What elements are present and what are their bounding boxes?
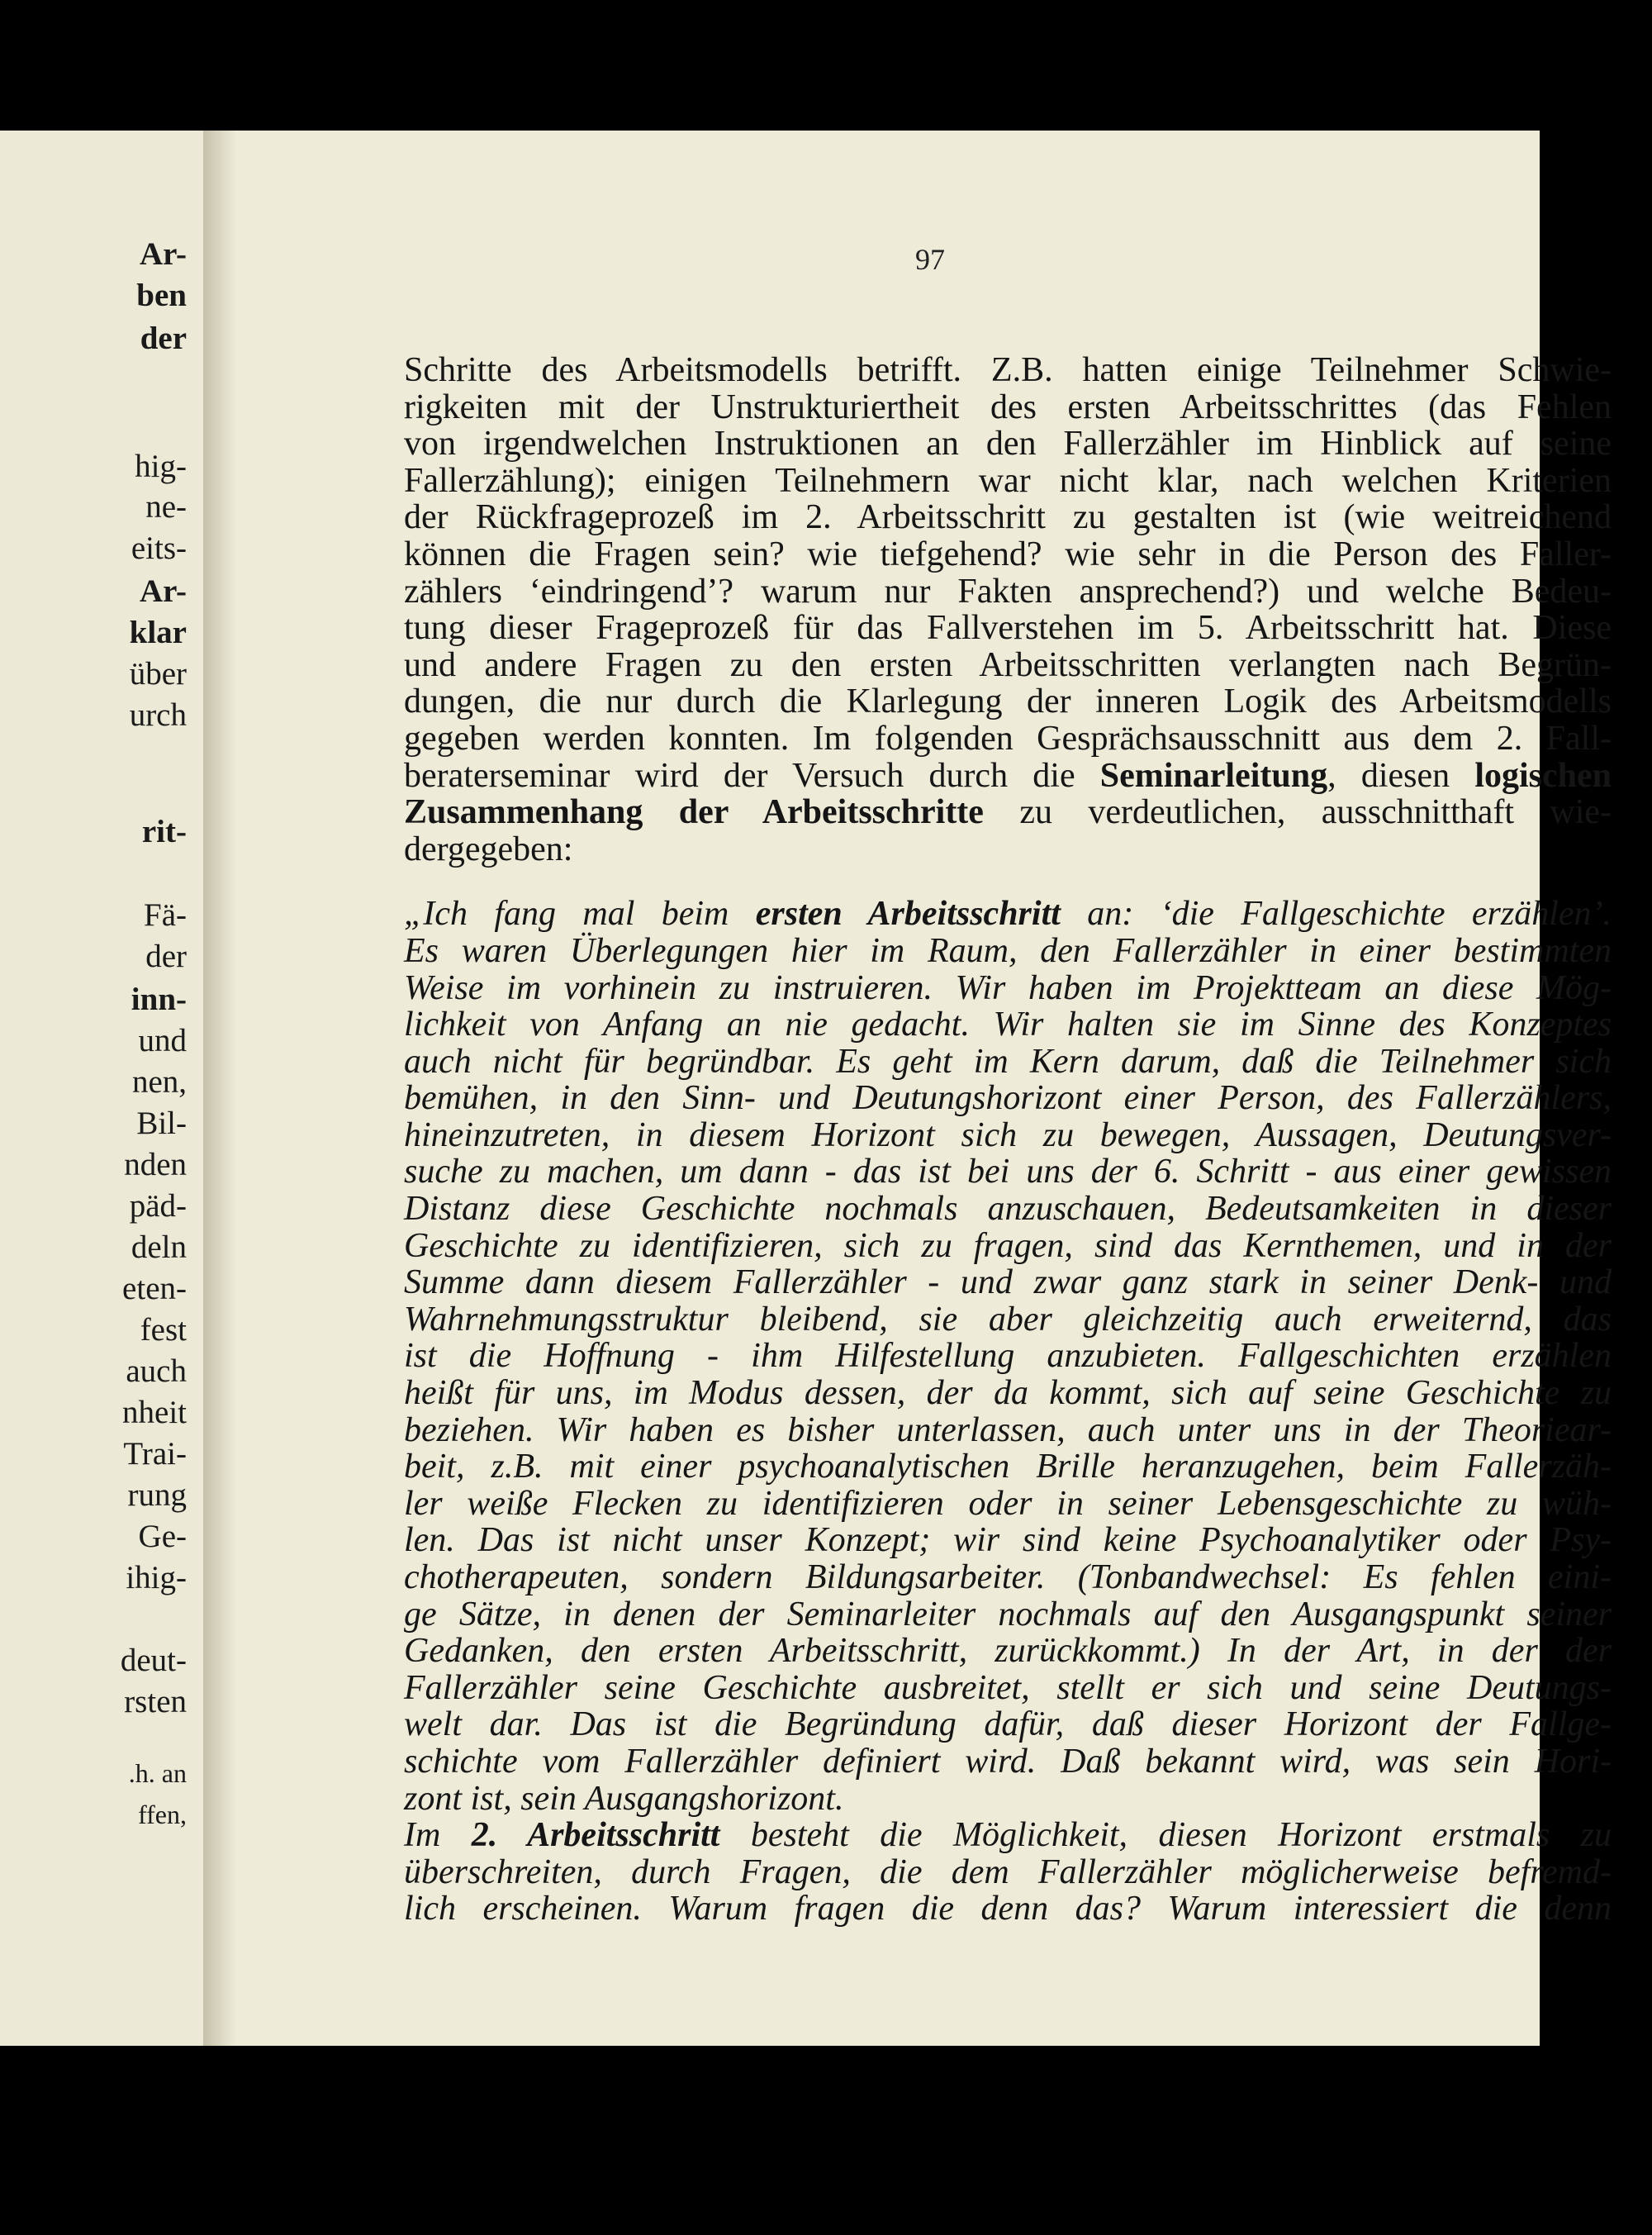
- margin-text-fragment: Ar-: [139, 236, 187, 272]
- text-line: tung dieser Frageprozeß für das Fallverstehen im 5. Arbeitsschritt hat. Diese: [404, 609, 1612, 648]
- quote-line: ge Sätze, in denen der Seminarleiter nochmals auf den Ausgangspunkt seiner: [404, 1595, 1612, 1633]
- margin-text-fragment: Fä-: [144, 897, 187, 933]
- page-number: 97: [915, 243, 945, 276]
- quote-line: hineinzutreten, in diesem Horizont sich zu bewegen, Aussagen, Deutungsver-: [404, 1115, 1612, 1154]
- page-body-text: [404, 352, 1612, 1928]
- quote-line: ler weiße Flecken zu identifizieren oder in seiner Lebensgeschichte zu wüh-: [404, 1484, 1612, 1523]
- quote-line: Wahrnehmungsstruktur bleibend, sie aber gleichzeitig auch erweiternd, das: [404, 1300, 1612, 1339]
- page-gutter-shadow: [203, 131, 236, 2046]
- margin-text-fragment: klar: [129, 615, 187, 650]
- margin-text-fragment: nen,: [131, 1064, 187, 1100]
- margin-text-fragment: inn-: [131, 982, 187, 1017]
- margin-text-fragment: ne-: [145, 489, 187, 525]
- text-line: dungen, die nur durch die Klarlegung der inneren Logik des Arbeitsmodells: [404, 682, 1612, 721]
- margin-text-fragment: auch: [126, 1353, 187, 1389]
- margin-text-fragment: nden: [124, 1147, 187, 1182]
- text-run: zu verdeutlichen, ausschnitthaft wie-: [1019, 793, 1612, 832]
- text-run: an: ‘die Fallgeschichte erzählen’.: [1087, 895, 1612, 934]
- margin-text-fragment: urch: [129, 697, 187, 733]
- text-line: der Rückfrageprozeß im 2. Arbeitsschritt zu gestalten ist (wie weitreichend: [404, 498, 1612, 537]
- margin-text-fragment: eits-: [131, 530, 187, 566]
- text-line: dergegeben:: [404, 830, 573, 868]
- quote-line: beit, z.B. mit einer psychoanalytischen Brille heranzugehen, beim Fallerzäh-: [404, 1448, 1612, 1486]
- margin-text-fragment: ffen,: [138, 1800, 187, 1829]
- margin-text-fragment: der: [145, 939, 187, 974]
- margin-text-fragment: nheit: [122, 1395, 187, 1430]
- quote-line: lich erscheinen. Warum fragen die denn das? Warum interessiert die denn: [404, 1890, 1612, 1928]
- margin-text-fragment: ben: [136, 278, 187, 313]
- quote-line: zont ist, sein Ausgangshorizont.: [404, 1779, 844, 1818]
- quote-line: Weise im vorhinein zu instruieren. Wir haben im Projektteam an diese Mög-: [404, 968, 1612, 1007]
- right-page: [203, 131, 1612, 2046]
- text-line: gegeben werden konnten. Im folgenden Gesprächsausschnitt aus dem 2. Fall-: [404, 719, 1612, 758]
- text-run: besteht die Möglichkeit, diesen Horizont erstmals zu: [750, 1816, 1612, 1855]
- text-run: beraterseminar wird der Versuch durch die: [404, 756, 1100, 795]
- text-run: „Ich fang mal beim: [404, 895, 756, 934]
- margin-text-fragment: Ge-: [138, 1519, 187, 1554]
- bold-term-logischen: logischen: [1474, 756, 1612, 795]
- text-line: rigkeiten mit der Unstrukturiertheit des ersten Arbeitsschrittes (das Fehlen: [404, 388, 1612, 426]
- quote-line: auch nicht für begründbar. Es geht im Kern darum, daß die Teilnehmer sich: [404, 1042, 1612, 1081]
- margin-text-fragment: .h. an: [128, 1758, 187, 1788]
- margin-text-fragment: ihig-: [126, 1560, 187, 1595]
- margin-text-fragment: rung: [127, 1477, 187, 1513]
- quote-line: welt dar. Das ist die Begründung dafür, daß dieser Horizont der Fallge-: [404, 1705, 1612, 1744]
- margin-text-fragment: Trai-: [123, 1436, 187, 1472]
- margin-text-fragment: der: [140, 321, 187, 356]
- quote-line: lichkeit von Anfang an nie gedacht. Wir halten sie im Sinne des Konzeptes: [404, 1006, 1612, 1044]
- bold-term-ersten-arbeitsschritt: ersten Arbeitsschritt: [755, 895, 1061, 934]
- text-line: von irgendwelchen Instruktionen an den Fallerzähler im Hinblick auf seine: [404, 425, 1612, 464]
- margin-text-fragment: fest: [140, 1312, 187, 1348]
- margin-text-fragment: päd-: [129, 1188, 187, 1224]
- margin-text-fragment: eten-: [122, 1271, 187, 1306]
- text-line: Schritte des Arbeitsmodells betrifft. Z.B. hatten einige Teilnehmer Schwie-: [404, 351, 1612, 389]
- text-line: [404, 758, 1612, 795]
- quote-line: ist die Hoffnung - ihm Hilfestellung anzubieten. Fallgeschichten erzählen: [404, 1337, 1612, 1376]
- text-run: Im: [404, 1816, 472, 1855]
- quote-line: schichte vom Fallerzähler definiert wird. Daß bekannt wird, was sein Hori-: [404, 1742, 1612, 1781]
- quote-line: Geschichte zu identifizieren, sich zu fragen, sind das Kernthemen, und in der: [404, 1226, 1612, 1265]
- quote-line: len. Das ist nicht unser Konzept; wir sind keine Psychoanalytiker oder Psy-: [404, 1521, 1612, 1560]
- quote-line: suche zu machen, um dann - das ist bei uns der 6. Schritt - aus einer gewissen: [404, 1153, 1612, 1191]
- quote-line: bemühen, in den Sinn- und Deutungshorizont einer Person, des Fallerzählers,: [404, 1079, 1612, 1118]
- quote-line: Distanz diese Geschichte nochmals anzuschauen, Bedeutsamkeiten in dieser: [404, 1190, 1612, 1229]
- margin-text-fragment: rsten: [124, 1684, 187, 1719]
- bold-term-seminarleitung: Seminarleitung: [1099, 756, 1328, 795]
- text-line: können die Fragen sein? wie tiefgehend? wie sehr in die Person des Faller-: [404, 535, 1612, 573]
- paragraph-gap: [404, 868, 1612, 896]
- margin-text-fragment: deln: [131, 1229, 187, 1265]
- quote-line: chotherapeuten, sondern Bildungsarbeiter. (Tonbandwechsel: Es fehlen eini-: [404, 1558, 1612, 1596]
- quote-line: [404, 1817, 1612, 1854]
- text-line: [404, 794, 1612, 831]
- bold-term-2-arbeitsschritt: 2. Arbeitsschritt: [471, 1816, 720, 1855]
- quote-line: Summe dann diesem Fallerzähler - und zwar ganz stark in seiner Denk- und: [404, 1263, 1612, 1302]
- margin-text-fragment: Ar-: [139, 573, 187, 609]
- quote-line: überschreiten, durch Fragen, die dem Fallerzähler möglicherweise befremd-: [404, 1852, 1612, 1891]
- quote-line: heißt für uns, im Modus dessen, der da kommt, sich auf seine Geschichte zu: [404, 1374, 1612, 1413]
- quote-line: [404, 896, 1612, 933]
- text-line: zählers ‘eindringend’? warum nur Fakten ansprechend?) und welche Bedeu-: [404, 572, 1612, 611]
- left-page-margin: [0, 131, 205, 2046]
- quote-line: Gedanken, den ersten Arbeitsschritt, zurückkommt.) In der Art, in der der: [404, 1632, 1612, 1671]
- margin-text-fragment: hig-: [135, 449, 187, 484]
- margin-text-fragment: über: [129, 656, 187, 692]
- text-run: , diesen: [1327, 756, 1475, 795]
- text-line: und andere Fragen zu den ersten Arbeitsschritten verlangten nach Begrün-: [404, 645, 1612, 684]
- margin-text-fragment: deut-: [120, 1643, 187, 1678]
- bold-term-zusammenhang: Zusammenhang der Arbeitsschritte: [404, 793, 984, 832]
- margin-text-fragment: und: [138, 1023, 187, 1058]
- quote-line: Fallerzähler seine Geschichte ausbreitet, stellt er sich und seine Deutungs-: [404, 1668, 1612, 1707]
- text-line: Fallerzählung); einigen Teilnehmern war nicht klar, nach welchen Kriterien: [404, 461, 1612, 500]
- quote-line: beziehen. Wir haben es bisher unterlassen, auch unter uns in der Theoriear-: [404, 1410, 1612, 1449]
- margin-text-fragment: Bil-: [136, 1106, 187, 1141]
- quote-line: Es waren Überlegungen hier im Raum, den Fallerzähler in einer bestimmten: [404, 931, 1612, 970]
- margin-text-fragment: rit-: [141, 814, 187, 849]
